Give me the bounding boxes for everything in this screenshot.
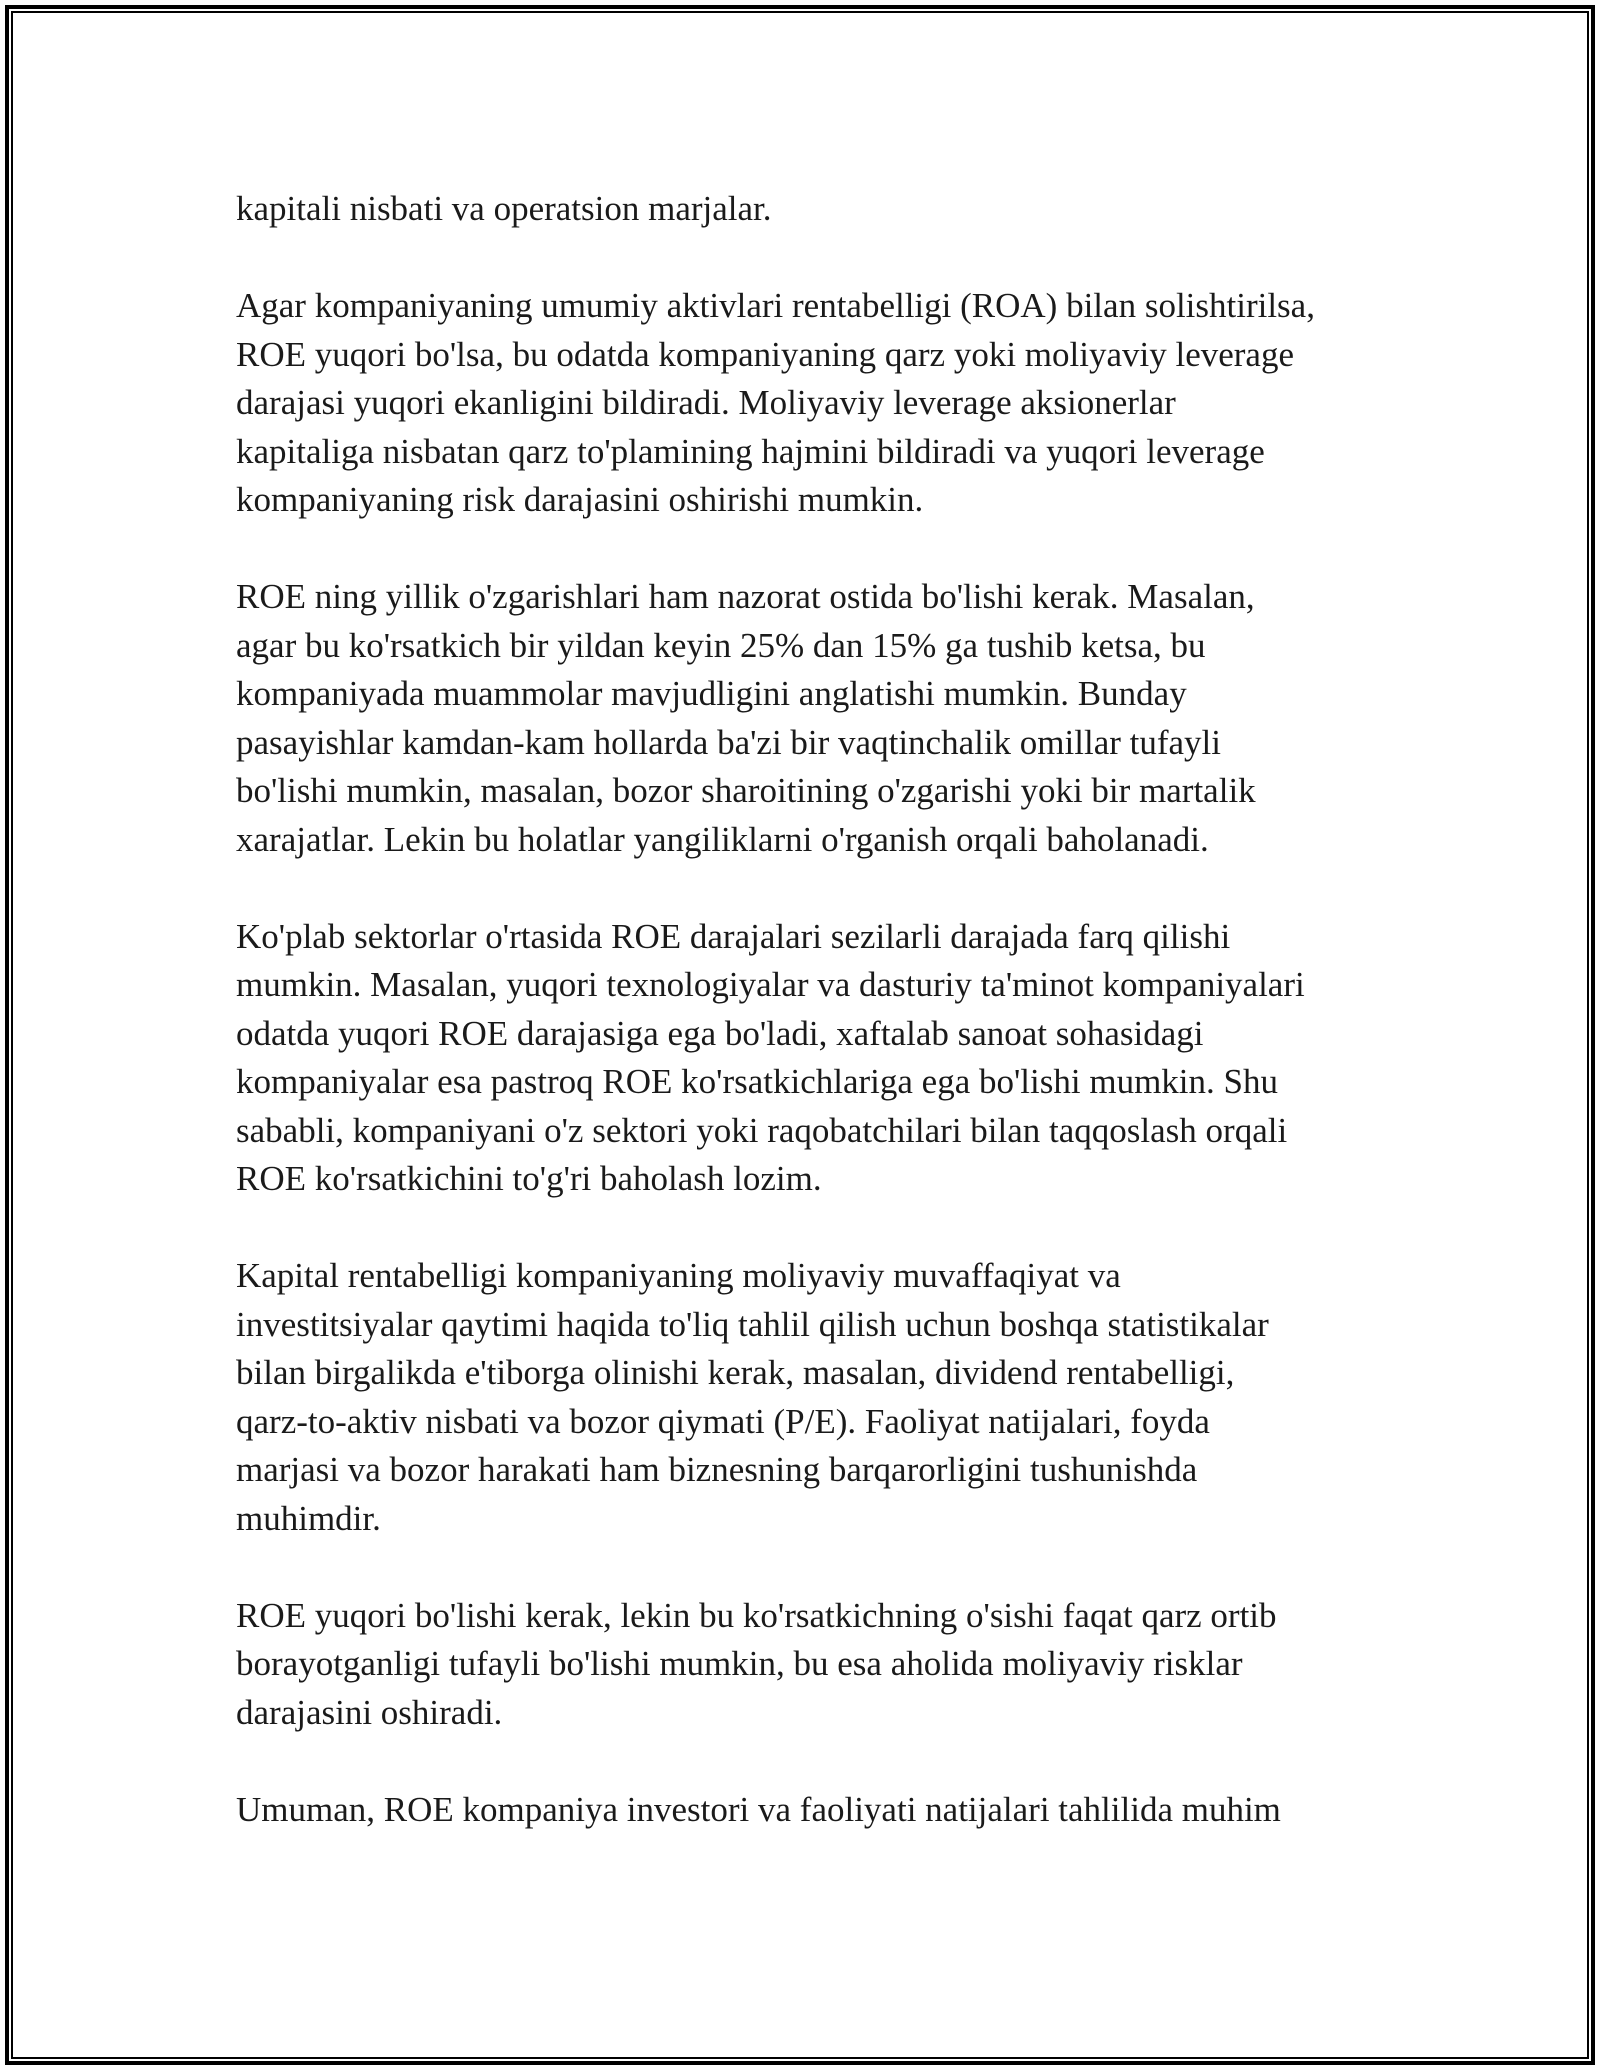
paragraph: Kapital rentabelligi kompaniyaning moliyaviy muvaffaqiyat va investitsiyalar qaytimi haqida to'liq tahlil qilish uchun boshqa statistikalar bilan birgalikda e'tiborga olinishi kerak, masalan, dividend rentabelligi, qarz-to-aktiv nisbati va bozor qiymati (P/E). Faoliyat natijalari, foyda marjasi va bozor harakati ham biznesning barqarorligini tushunishda muhimdir. [236, 1256, 1269, 1538]
document-body [236, 185, 1376, 1834]
paragraph: ROE ning yillik o'zgarishlari ham nazorat ostida bo'lishi kerak. Masalan, agar bu ko'rsatkich bir yildan keyin 25% dan 15% ga tushib ketsa, bu kompaniyada muammolar mavjudligini anglatishi mumkin. Bunday pasayishlar kamdan-kam hollarda ba'zi bir vaqtinchalik omillar tufayli bo'lishi mumkin, masalan, bozor sharoitining o'zgarishi yoki bir martalik xarajatlar. Lekin bu holatlar yangiliklarni o'rganish orqali baholanadi. [236, 577, 1256, 859]
paragraph: Agar kompaniyaning umumiy aktivlari rentabelligi (ROA) bilan solishtirilsa, ROE yuqori bo'lsa, bu odatda kompaniyaning qarz yoki moliyaviy leverage darajasi yuqori ekanligini bildiradi. Moliyaviy leverage aksionerlar kapitaliga nisbatan qarz to'plamining hajmini bildiradi va yuqori leverage kompaniyaning risk darajasini oshirishi mumkin. [236, 286, 1315, 519]
paragraph: kapitali nisbati va operatsion marjalar. [236, 189, 772, 228]
paragraph: Umuman, ROE kompaniya investori va faoliyati natijalari tahlilida muhim [236, 1789, 1281, 1829]
paragraph: Ko'plab sektorlar o'rtasida ROE darajalari sezilarli darajada farq qilishi mumkin. Masalan, yuqori texnologiyalar va dasturiy ta'minot kompaniyalari odatda yuqori ROE darajasiga ega bo'ladi, xaftalab sanoat sohasidagi kompaniyalar esa pastroq ROE ko'rsatkichlariga ega bo'lishi mumkin. Shu sababli, kompaniyani o'z sektori yoki raqobatchilari bilan taqqoslash orqali ROE ko'rsatkichini to'g'ri baholash lozim. [236, 916, 1305, 1198]
paragraph: ROE yuqori bo'lishi kerak, lekin bu ko'rsatkichning o'sishi faqat qarz ortib borayotganligi tufayli bo'lishi mumkin, bu esa aholida moliyaviy risklar darajasini oshiradi. [236, 1595, 1277, 1732]
